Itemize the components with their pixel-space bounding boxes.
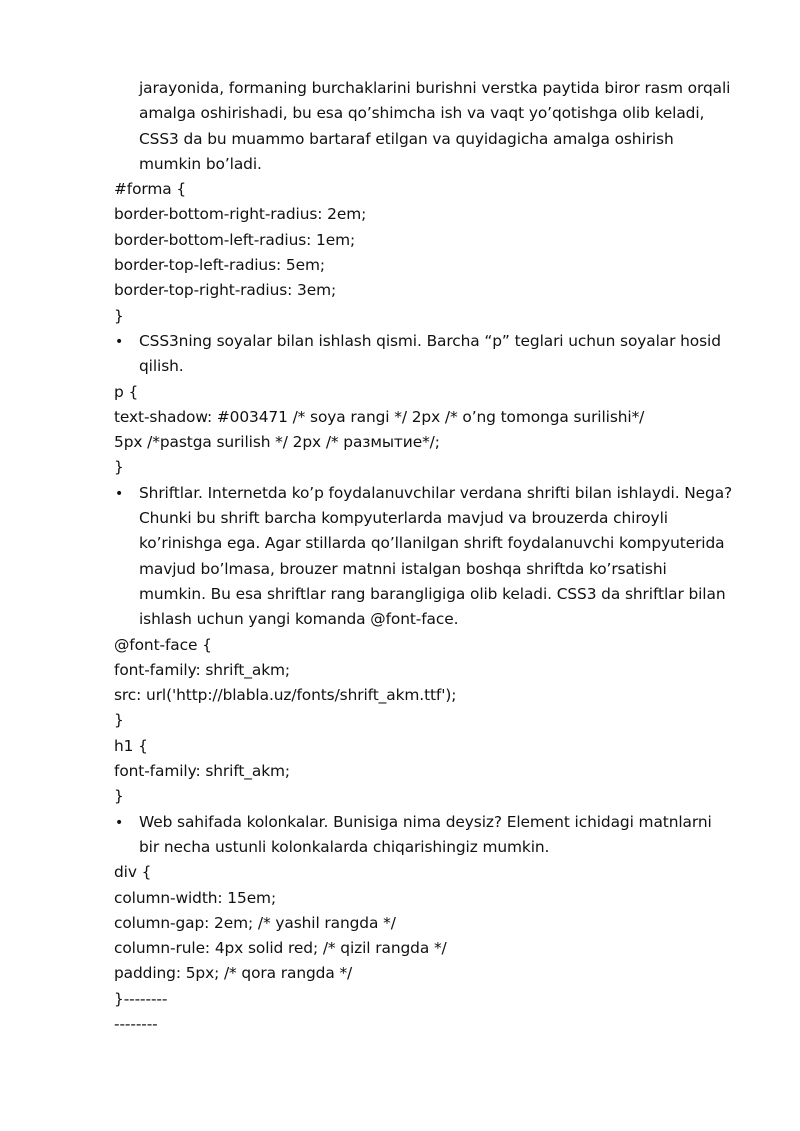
bullet-item-fonts [114, 481, 734, 633]
bullet-item-columns [114, 810, 734, 861]
code-line: border-bottom-left-radius: 1em; [114, 230, 356, 249]
code-line: @font-face { [114, 635, 212, 654]
code-line: border-bottom-right-radius: 2em; [114, 205, 367, 224]
code-line: border-top-right-radius: 3em; [114, 281, 337, 300]
code-line: } [114, 458, 124, 477]
code-line: } [114, 711, 124, 730]
bullet-icon [115, 481, 135, 507]
code-block-forma [114, 177, 734, 329]
document-body [114, 76, 734, 1037]
bullet-text: CSS3ning soyalar bilan ishlash qismi. Barcha “p” teglari uchun soyalar hosid qilish. [139, 331, 721, 376]
intro-paragraph: jarayonida, formaning burchaklarini burishni verstka paytida biror rasm orqali amalga oshirishadi, bu esa qo’shimcha ish va vaqt yo’qotishga olib keladi, CSS3 da bu muammo bartaraf etilgan va quyidagicha amalga oshirish mumkin bo’ladi. [139, 79, 731, 173]
code-line: h1 { [114, 736, 148, 755]
code-line: column-width: 15em; [114, 888, 277, 907]
bullet-item-shadows [114, 329, 734, 380]
bullet-icon [115, 329, 135, 355]
code-line: } [114, 306, 124, 325]
code-line: padding: 5px; /* qora rangda */ [114, 964, 353, 983]
bullet-text: Web sahifada kolonkalar. Bunisiga nima deysiz? Element ichidagi matnlarni bir necha ustunli kolonkalarda chiqarishingiz mumkin. [139, 812, 712, 856]
code-line: border-top-left-radius: 5em; [114, 256, 325, 275]
code-line: column-gap: 2em; /* yashil rangda */ [114, 913, 396, 932]
code-line: text-shadow: #003471 /* soya rangi */ 2px /* o’ng tomonga surilishi*/ [114, 407, 645, 426]
code-line: -------- [114, 1014, 158, 1033]
code-block-columns [114, 860, 734, 1037]
code-line: p { [114, 382, 139, 401]
code-line: column-rule: 4px solid red; /* qizil rangda */ [114, 939, 447, 958]
code-line: div { [114, 863, 152, 882]
code-line: } [114, 787, 124, 806]
bullet-text: Shriftlar. Internetda ko’p foydalanuvchilar verdana shrifti bilan ishlaydi. Nega? Chunki bu shrift barcha kompyuterlarda mavjud va brouzerda chiroyli ko’rinishga ega. Agar stillarda qo’llanilgan shrift foydalanuvchi kompyuterida mavjud bo’lmasa, brouzer matnni istalgan boshqa shriftda ko’rsatishi mumkin. Bu esa shriftlar rang barangligiga olib keladi. CSS3 da shriftlar bilan ishlash uchun yangi komanda @font-face. [139, 483, 733, 629]
code-line: src: url('http://blabla.uz/fonts/shrift_akm.ttf'); [114, 686, 457, 705]
code-line: }-------- [114, 989, 168, 1008]
code-block-text-shadow [114, 380, 734, 481]
code-line: font-family: shrift_akm; [114, 762, 291, 781]
bullet-icon [115, 810, 135, 836]
code-line: #forma { [114, 180, 187, 199]
code-line: 5px /*pastga surilish */ 2px /* размытие*/; [114, 433, 440, 452]
code-block-font-face [114, 633, 734, 810]
code-line: font-family: shrift_akm; [114, 660, 291, 679]
